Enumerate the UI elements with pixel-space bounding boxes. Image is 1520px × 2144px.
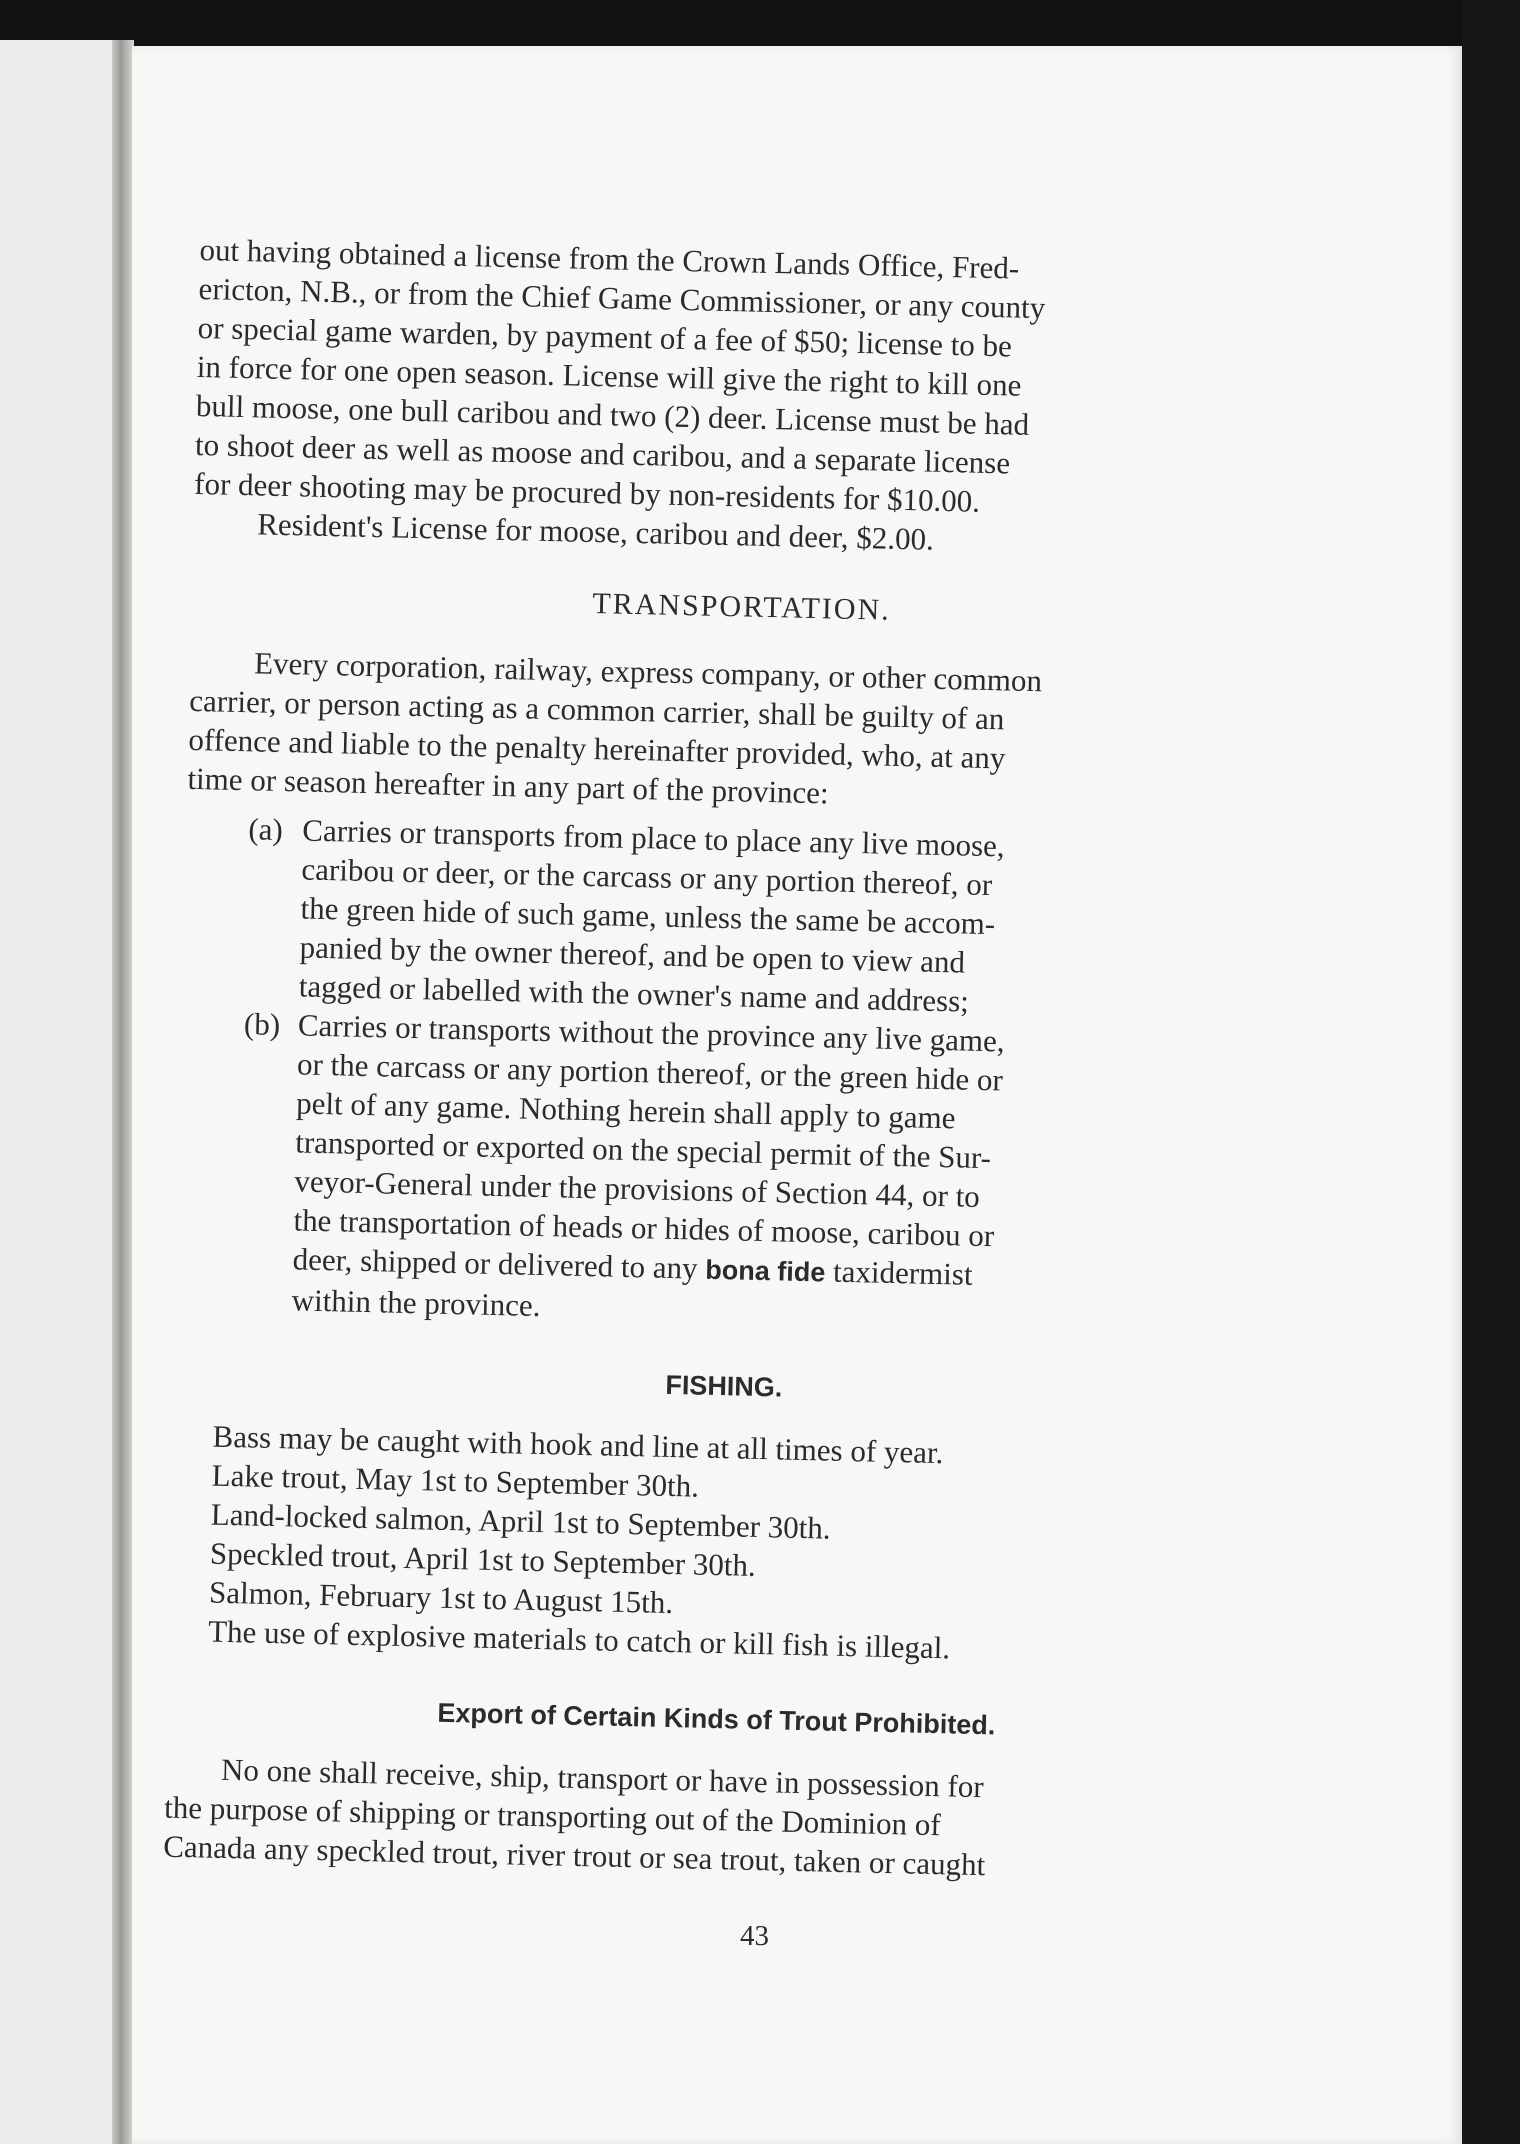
continued-paragraph xyxy=(194,230,1300,528)
text-line: in force for one open season. License will give the right to kill one xyxy=(196,348,1022,403)
text-line: Carries or transports without the province any live game, xyxy=(297,1007,1005,1059)
fishing-line: Salmon, February 1st to August 15th. xyxy=(208,1574,674,1621)
text-line: within the province. xyxy=(291,1282,541,1323)
facing-page-edge xyxy=(0,40,120,2144)
list-item-a xyxy=(182,808,1286,1028)
fishing-line: Lake trout, May 1st to September 30th. xyxy=(211,1457,700,1504)
transportation-intro xyxy=(187,642,1290,823)
list-body xyxy=(298,810,1286,1027)
text-line: Canada any speckled trout, river trout or sea trout, taken or caught xyxy=(162,1828,986,1883)
text-line: offence and liable to the penalty hereinafter provided, who, at any xyxy=(188,721,1006,776)
fishing-line: Speckled trout, April 1st to September 30th. xyxy=(209,1535,757,1583)
text-line: caribou or deer, or the carcass or any portion thereof, or xyxy=(301,851,993,903)
text-line: bull moose, one bull caribou and two (2) deer. License must be had xyxy=(195,387,1030,442)
text-line: or special game warden, by payment of a fee of $50; license to be xyxy=(197,309,1013,364)
page-number: 43 xyxy=(740,1920,769,1952)
text-line: Carries or transports from place to place any live moose, xyxy=(302,812,1006,864)
fishing-heading: FISHING. xyxy=(665,1369,783,1403)
text-line: ericton, N.B., or from the Chief Game Commissioner, or any county xyxy=(198,270,1046,326)
bona-fide-emphasis: bona fide xyxy=(705,1254,826,1288)
fishing-line: Bass may be caught with hook and line at all times of year. xyxy=(212,1418,944,1471)
text-line: panied by the owner thereof, and be open to view and xyxy=(299,929,966,980)
export-paragraph xyxy=(163,1749,1265,1891)
list-item-b xyxy=(175,1003,1282,1342)
resident-license-line: Resident's License for moose, caribou and deer, $2.00. xyxy=(256,506,935,557)
text-line: pelt of any game. Nothing herein shall apply to game xyxy=(295,1085,956,1136)
text-line: the green hide of such game, unless the same be accom- xyxy=(300,890,996,942)
text-line: carrier, or person acting as a common carrier, shall be guilty of an xyxy=(188,682,1005,737)
text-fragment: deer, shipped or delivered to any xyxy=(292,1241,706,1286)
text-line: time or season hereafter in any part of the province: xyxy=(187,760,830,811)
list-marker: (b) xyxy=(243,1006,281,1043)
page-text xyxy=(163,230,1300,1891)
export-heading: Export of Certain Kinds of Trout Prohibited. xyxy=(437,1697,996,1741)
text-line: to shoot deer as well as moose and caribou, and a separate license xyxy=(194,426,1011,481)
fishing-line: Land-locked salmon, April 1st to September 30th. xyxy=(210,1496,832,1546)
text-line: out having obtained a license from the Crown Lands Office, Fred- xyxy=(199,231,1020,286)
text-line: the purpose of shipping or transporting out of the Dominion of xyxy=(163,1789,942,1843)
text-line: for deer shooting may be procured by non-residents for $10.00. xyxy=(193,465,981,519)
fishing-seasons xyxy=(168,1416,1273,1675)
text-line: transported or exported on the special permit of the Sur- xyxy=(294,1124,992,1176)
list-body xyxy=(291,1005,1282,1341)
text-line: No one shall receive, ship, transport or have in possession for xyxy=(220,1751,985,1805)
scan-background-edge xyxy=(1462,0,1520,2144)
text-line: the transportation of heads or hides of moose, caribou or xyxy=(293,1202,995,1254)
text-line: Every corporation, railway, express company, or other common xyxy=(253,645,1043,699)
text-fragment: taxidermist xyxy=(824,1253,973,1292)
book-gutter xyxy=(112,40,134,2144)
text-line: tagged or labelled with the owner's name and address; xyxy=(298,968,970,1019)
fishing-line: The use of explosive materials to catch or kill fish is illegal. xyxy=(207,1613,951,1666)
transportation-heading: TRANSPORTATION. xyxy=(592,587,892,627)
list-marker: (a) xyxy=(248,811,284,848)
text-line: or the carcass or any portion thereof, or the green hide or xyxy=(296,1046,1004,1098)
text-line: veyor-General under the provisions of Section 44, or to xyxy=(294,1163,981,1214)
